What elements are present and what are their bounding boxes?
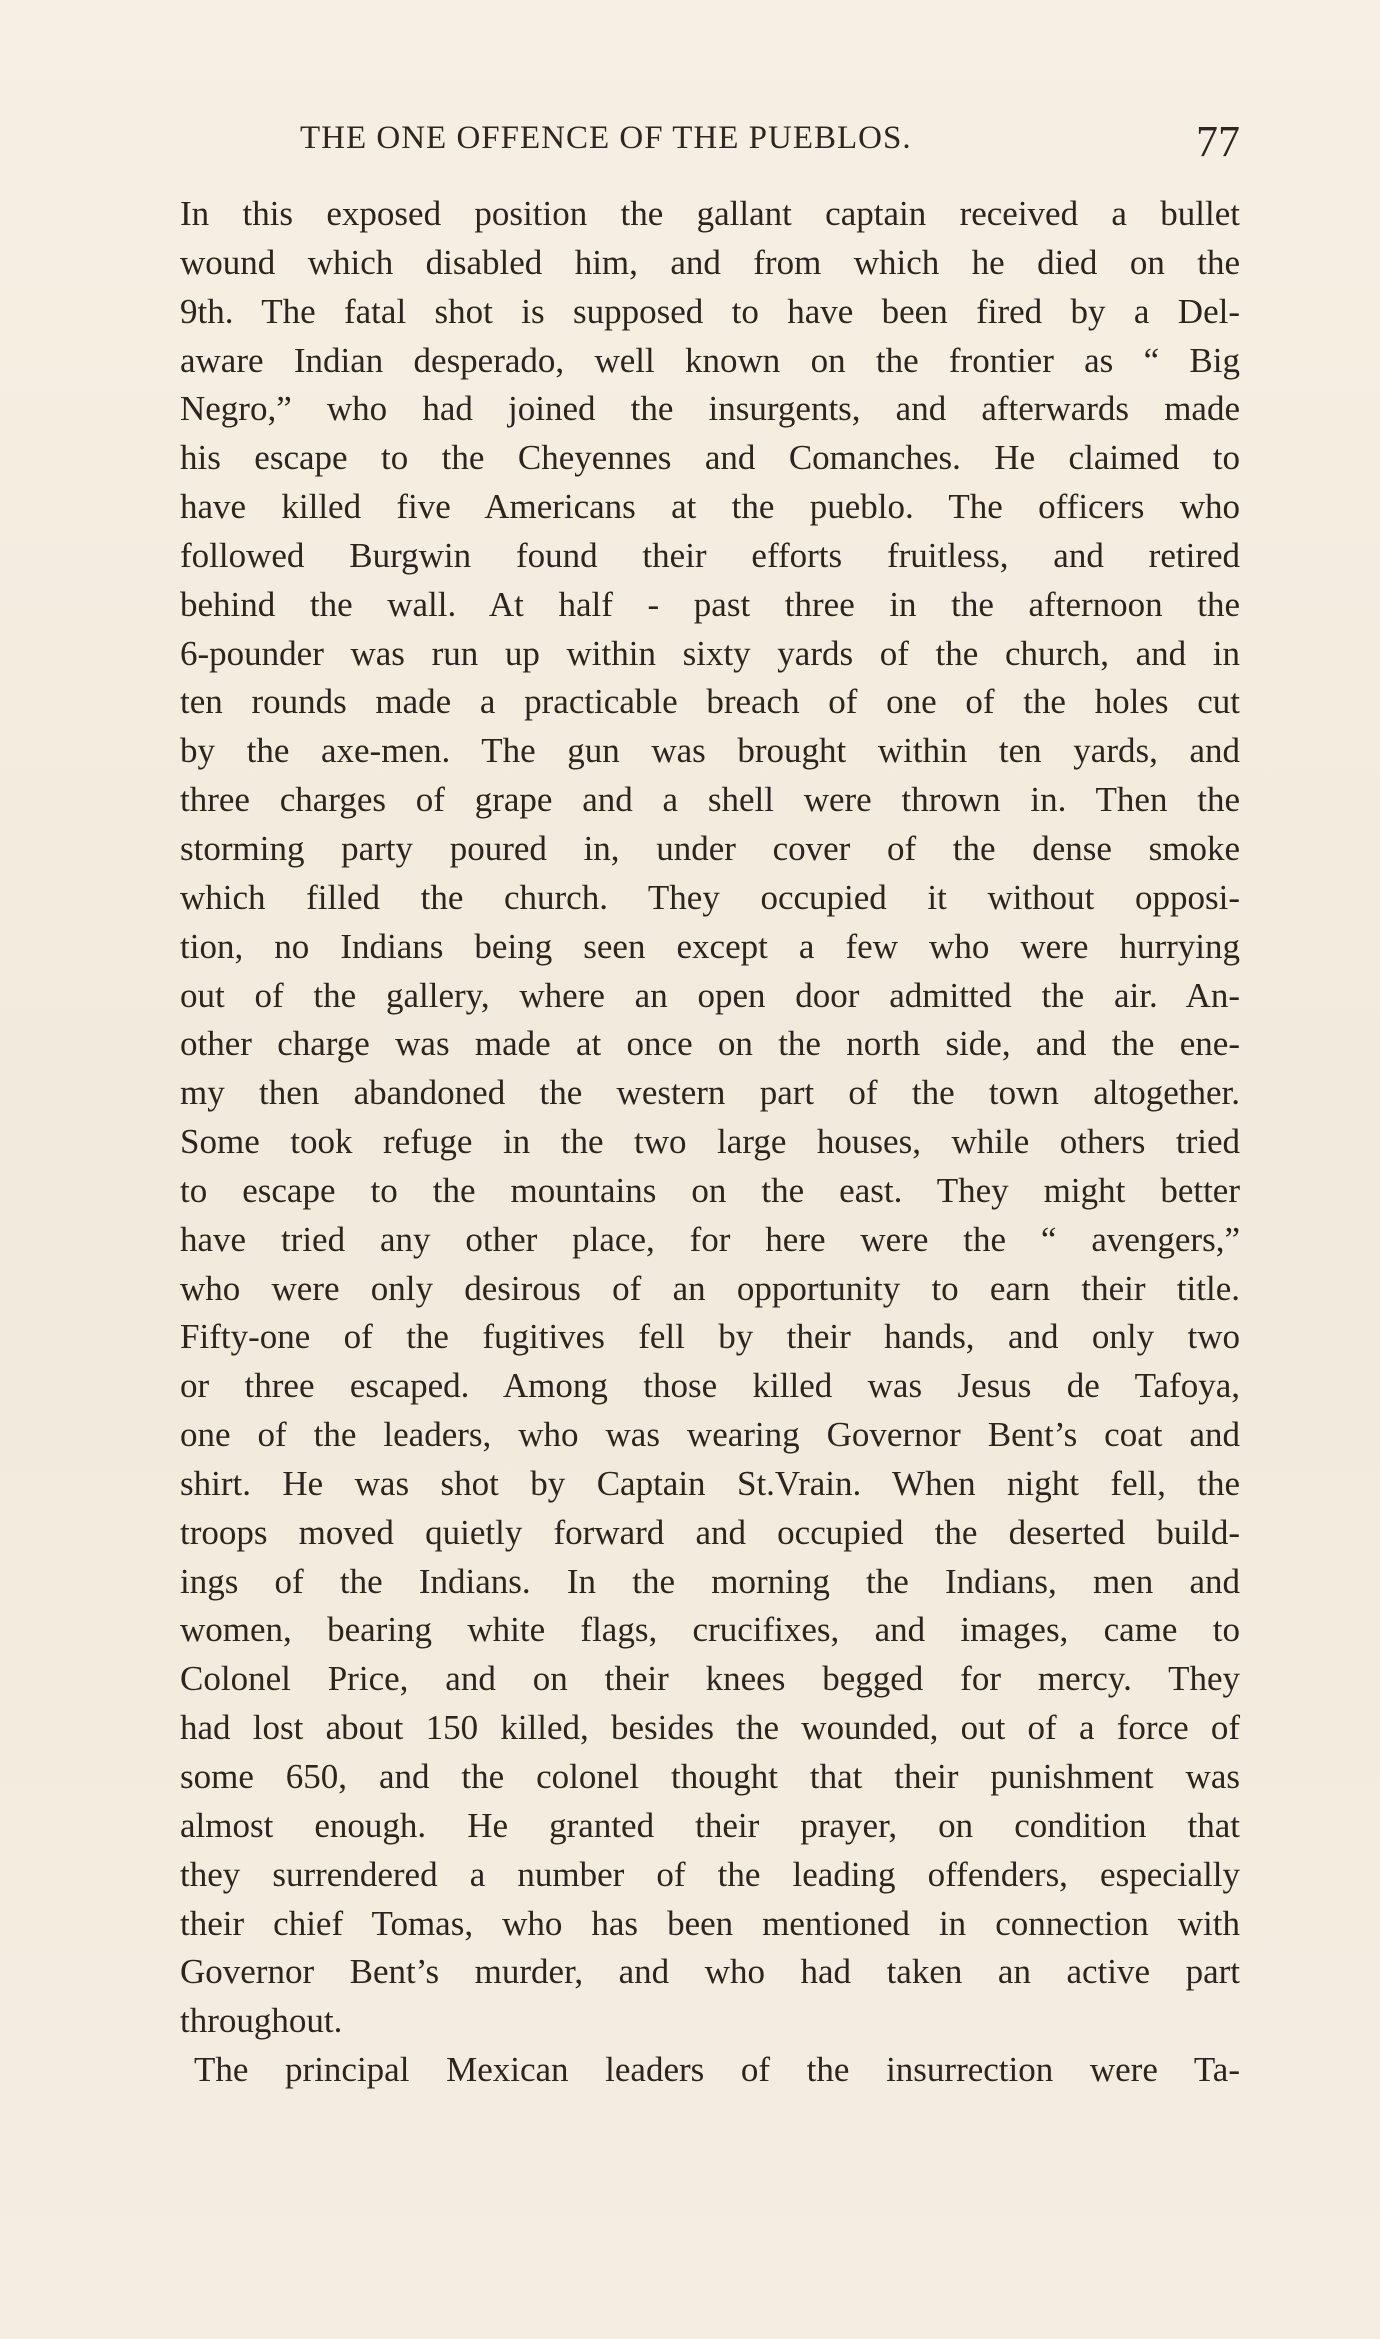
text-line: had lost about 150 killed, besides the wounded, out of a force of (180, 1708, 1240, 1748)
text-line: ten rounds made a practicable breach of one of the holes cut (180, 682, 1240, 722)
text-line: other charge was made at once on the north side, and the ene- (180, 1024, 1240, 1064)
text-line: they surrendered a number of the leading offenders, especially (180, 1854, 1240, 1894)
text-line: ings of the Indians. In the morning the Indians, men and (180, 1561, 1240, 1601)
text-line: out of the gallery, where an open door admitted the air. An- (180, 975, 1240, 1015)
text-line: some 650, and the colonel thought that their punishment was (180, 1757, 1240, 1796)
text-line: Fifty-one of the fugitives fell by their hands, and only two (180, 1317, 1240, 1357)
paragraph-end-line: throughout. (180, 2001, 343, 2041)
text-line: aware Indian desperado, well known on the frontier as “ Big (180, 340, 1240, 380)
text-line: their chief Tomas, who has been mentioned in connection with (180, 1903, 1240, 1943)
text-line: three charges of grape and a shell were thrown in. Then the (180, 780, 1240, 820)
text-line: Some took refuge in the two large houses, while others tried (180, 1122, 1240, 1162)
text-line: have tried any other place, for here were the “ avengers,” (180, 1219, 1240, 1259)
text-line: wound which disabled him, and from which he died on the (180, 242, 1240, 282)
text-line: his escape to the Cheyennes and Comanches. He claimed to (180, 438, 1240, 478)
text-line: Governor Bent’s murder, and who had taken an active part (180, 1952, 1240, 1992)
text-line: followed Burgwin found their efforts fruitless, and retired (180, 535, 1240, 575)
text-line: behind the wall. At half - past three in the afternoon the (180, 584, 1240, 624)
paragraph-start-line: The principal Mexican leaders of the insurrection were Ta- (194, 2050, 1240, 2090)
text-line: one of the leaders, who was wearing Governor Bent’s coat and (180, 1415, 1240, 1455)
text-line: to escape to the mountains on the east. They might better (180, 1170, 1240, 1210)
page-number: 77 (1196, 117, 1240, 166)
text-line: Colonel Price, and on their knees begged for mercy. They (180, 1659, 1240, 1699)
text-line: or three escaped. Among those killed was Jesus de Tafoya, (180, 1366, 1240, 1406)
text-line: Negro,” who had joined the insurgents, and afterwards made (180, 389, 1240, 429)
text-line: my then abandoned the western part of the town altogether. (180, 1073, 1240, 1113)
text-line: storming party poured in, under cover of the dense smoke (180, 828, 1240, 868)
text-line: who were only desirous of an opportunity to earn their title. (180, 1268, 1240, 1308)
text-line: 9th. The fatal shot is supposed to have been fired by a Del- (180, 291, 1240, 331)
running-title: THE ONE OFFENCE OF THE PUEBLOS. (300, 120, 912, 156)
text-line: 6-pounder was run up within sixty yards of the church, and in (180, 633, 1240, 673)
text-line: troops moved quietly forward and occupied the deserted build- (180, 1512, 1240, 1552)
text-line: tion, no Indians being seen except a few who were hurrying (180, 926, 1240, 966)
text-line: women, bearing white flags, crucifixes, and images, came to (180, 1610, 1240, 1650)
body-text (180, 190, 1240, 2095)
text-line: In this exposed position the gallant captain received a bullet (180, 194, 1240, 233)
text-line: by the axe-men. The gun was brought within ten yards, and (180, 731, 1240, 771)
page-header (180, 117, 1240, 180)
text-line: shirt. He was shot by Captain St.Vrain. When night fell, the (180, 1463, 1240, 1503)
text-line: have killed five Americans at the pueblo. The officers who (180, 487, 1240, 527)
text-line: which filled the church. They occupied it without opposi- (180, 877, 1240, 917)
text-line: almost enough. He granted their prayer, on condition that (180, 1805, 1240, 1845)
